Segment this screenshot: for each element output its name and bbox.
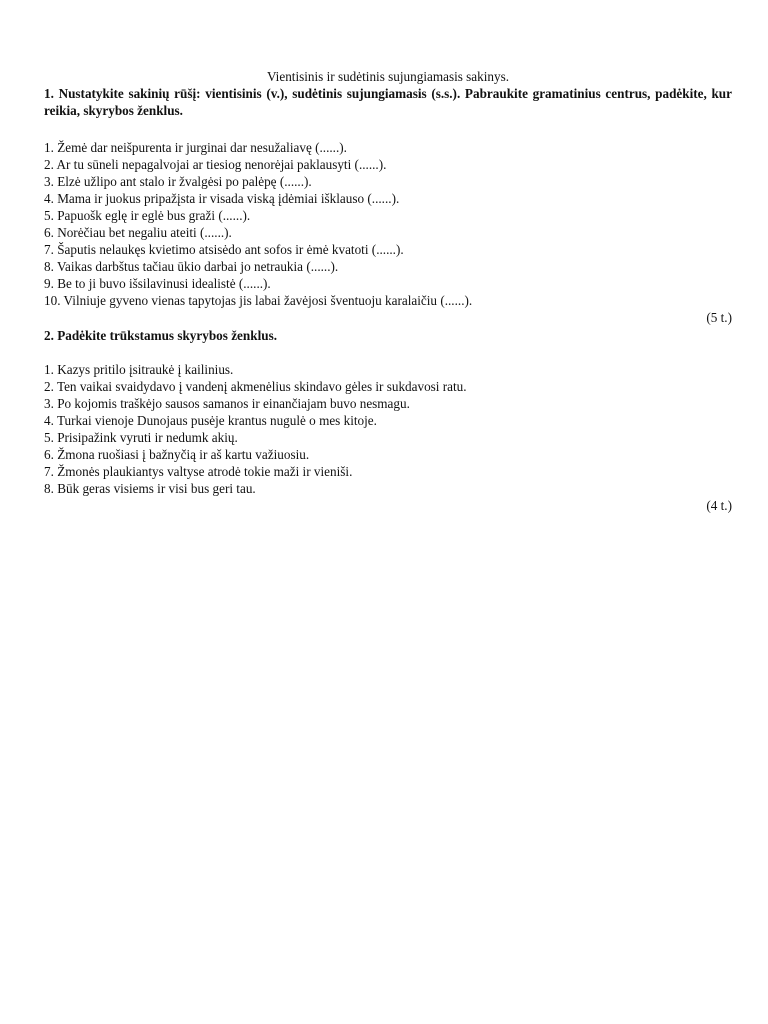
task1-points: (5 t.)	[706, 310, 732, 325]
task1-item: 3. Elzė užlipo ant stalo ir žvalgėsi po palėpę (......).	[44, 174, 312, 189]
task1-item: 4. Mama ir juokus pripažįsta ir visada viską įdėmiai išklauso (......).	[44, 191, 400, 206]
spacer	[44, 119, 732, 139]
task1-heading: 1. Nustatykite sakinių rūšį: vientisinis (v.), sudėtinis sujungiamasis (s.s.). Pabraukite gramatinius centrus, padėkite, kur reikia, skyrybos ženklus.	[44, 86, 732, 118]
task2-item: 7. Žmonės plaukiantys valtyse atrodė tokie maži ir vieniši.	[44, 464, 353, 479]
task1-item: 7. Šaputis nelaukęs kvietimo atsisėdo ant sofos ir ėmė kvatoti (......).	[44, 242, 404, 257]
task1-item: 9. Be to ji buvo išsilavinusi idealistė (......).	[44, 276, 271, 291]
task2-item: 5. Prisipažink vyruti ir nedumk akių.	[44, 430, 238, 445]
task1-item: 1. Žemė dar neišpurenta ir jurginai dar nesužaliavę (......).	[44, 140, 347, 155]
task2-item: 6. Žmona ruošiasi į bažnyčią ir aš kartu važiuosiu.	[44, 447, 310, 462]
task1-item: 5. Papuošk eglę ir eglė bus graži (......).	[44, 208, 251, 223]
task2-item: 8. Būk geras visiems ir visi bus geri tau.	[44, 481, 256, 496]
task1-list	[44, 139, 732, 309]
task1-item: 2. Ar tu sūneli nepagalvojai ar tiesiog nenorėjai paklausyti (......).	[44, 157, 387, 172]
task2-item: 1. Kazys pritilo įsitraukė į kailinius.	[44, 362, 234, 377]
task1-item: 6. Norėčiau bet negaliu ateiti (......).	[44, 225, 232, 240]
task2-heading: 2. Padėkite trūkstamus skyrybos ženklus.	[44, 328, 278, 343]
task1-item: 8. Vaikas darbštus tačiau ūkio darbai jo netraukia (......).	[44, 259, 339, 274]
task2-points: (4 t.)	[706, 498, 732, 513]
document-title: Vientisinis ir sudėtinis sujungiamasis sakinys.	[266, 69, 510, 84]
task1-item: 10. Vilniuje gyveno vienas tapytojas jis labai žavėjosi šventuoju karalaičiu (......).	[44, 293, 473, 308]
document-page	[44, 68, 732, 515]
spacer	[44, 344, 732, 361]
task2-list	[44, 361, 732, 497]
task2-item: 4. Turkai vienoje Dunojaus pusėje krantus nugulė o mes kitoje.	[44, 413, 377, 428]
task2-item: 2. Ten vaikai svaidydavo į vandenį akmenėlius skindavo gėles ir sukdavosi ratu.	[44, 379, 467, 394]
task2-item: 3. Po kojomis traškėjo sausos samanos ir einančiajam buvo nesmagu.	[44, 396, 410, 411]
